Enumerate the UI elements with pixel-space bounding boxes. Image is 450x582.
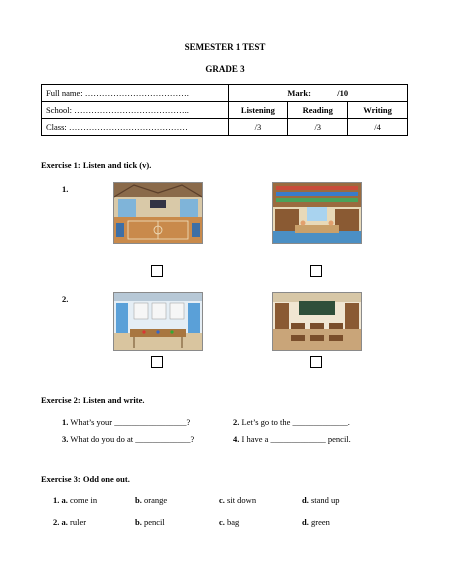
question-1-text: What’s your _________________? [70,417,191,427]
row-1-option-d: stand up [310,495,340,505]
row-2-option-b: pencil [143,517,165,527]
exercise1-item2-number: 2. [62,294,69,304]
odd-one-out-row-2 [53,517,86,527]
grade-title: GRADE 3 [205,64,245,74]
row-2-option-d-letter: d. [302,517,309,527]
tick-box-gym[interactable] [151,265,163,277]
row-1-option-a: come in [70,495,98,505]
listening-header: Listening [228,102,288,119]
computer-room-picture [272,292,362,351]
mark-cell [228,85,408,102]
exercise1-item1-number: 1. [62,184,69,194]
tick-box-computer-room[interactable] [310,356,322,368]
row-1-option-c: sit down [227,495,257,505]
row-2-option-d: green [310,517,330,527]
school-field[interactable]: School: ………………………………….. [42,102,229,119]
row-2-option-c-letter: c. [219,517,225,527]
library-picture [272,182,362,244]
reading-score: /3 [288,119,348,136]
question-3-text: What do you do at _____________? [70,434,195,444]
tick-box-library[interactable] [310,265,322,277]
row-1-option-c-letter: c. [219,495,225,505]
mark-total: /10 [337,88,349,98]
question-2-text: Let’s go to the _____________. [241,417,350,427]
question-4-text: I have a _____________ pencil. [241,434,351,444]
row-1-option-c-wrap [219,495,256,505]
gym-picture [113,182,203,244]
full-name-field[interactable]: Full name: ………………………………. [42,85,229,102]
exercise2-question-2 [233,417,350,427]
tick-box-art-room[interactable] [151,356,163,368]
row-2-option-b-wrap [135,517,165,527]
odd-one-out-row-1 [53,495,97,505]
row-2-number: 2. [53,517,60,527]
row-1-number: 1. [53,495,60,505]
art-room-picture [113,292,203,351]
row-2-option-c: bag [227,517,240,527]
row-2-option-a: ruler [70,517,87,527]
exercise2-title: Exercise 2: Listen and write. [41,395,145,405]
question-2-number: 2. [233,417,240,427]
row-2-option-b-letter: b. [135,517,142,527]
exercise3-title: Exercise 3: Odd one out. [41,474,130,484]
test-title: SEMESTER 1 TEST [184,42,266,52]
row-1-option-b-wrap [135,495,167,505]
row-2-option-a-letter: a. [61,517,68,527]
row-1-option-a-letter: a. [61,495,68,505]
class-field[interactable]: Class: …………………………………… [42,119,229,136]
question-3-number: 3. [62,434,69,444]
row-1-option-d-letter: d. [302,495,309,505]
mark-label: Mark: [287,88,311,98]
exercise2-question-4 [233,434,351,444]
question-1-number: 1. [62,417,69,427]
student-info-table [41,84,408,136]
row-1-option-d-wrap [302,495,340,505]
row-1-option-b: orange [143,495,168,505]
listening-score: /3 [228,119,288,136]
exercise2-question-1 [62,417,190,427]
writing-score: /4 [348,119,408,136]
question-4-number: 4. [233,434,240,444]
row-1-option-b-letter: b. [135,495,142,505]
row-2-option-c-wrap [219,517,239,527]
writing-header: Writing [348,102,408,119]
exercise1-title: Exercise 1: Listen and tick (v). [41,160,152,170]
reading-header: Reading [288,102,348,119]
exercise2-question-3 [62,434,194,444]
row-2-option-d-wrap [302,517,330,527]
